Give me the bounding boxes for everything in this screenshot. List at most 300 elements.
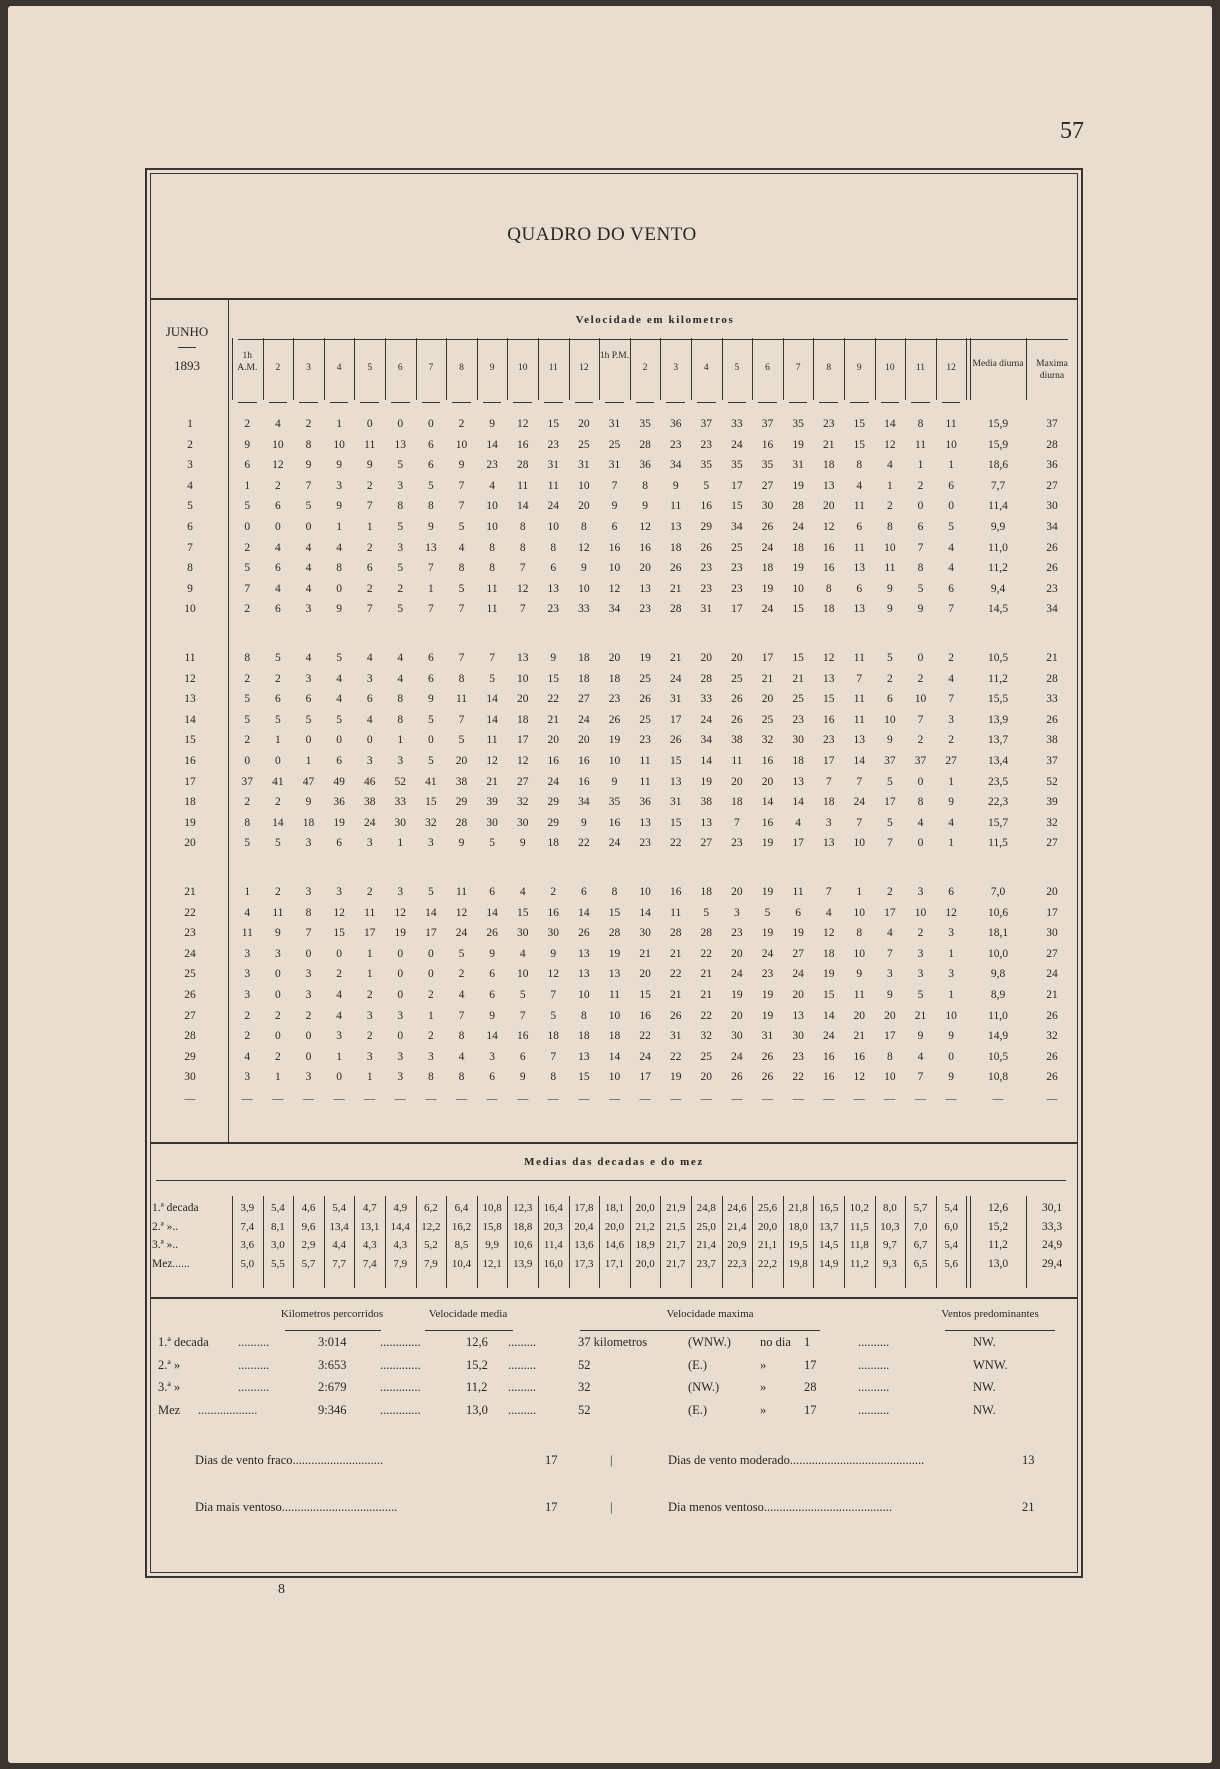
hour-value: 6 xyxy=(366,693,373,706)
hour-value: 2 xyxy=(336,968,342,981)
decade-column-divider xyxy=(446,1196,447,1288)
hour-value: 0 xyxy=(397,989,404,1001)
hour-value: 5 xyxy=(519,989,526,1001)
hour-value: 9 xyxy=(887,603,893,616)
daily-mean: 9,8 xyxy=(990,968,1006,981)
hour-value: 12 xyxy=(884,438,896,451)
hour-value: 4 xyxy=(948,816,954,829)
hour-value: 23 xyxy=(822,418,835,430)
hour-value: 4 xyxy=(948,541,954,554)
day-number: 23 xyxy=(184,927,196,940)
hour-column-header: 4 xyxy=(703,363,709,373)
hour-value: 10 xyxy=(853,906,866,919)
hour-value: 7 xyxy=(887,947,893,960)
hour-value: 10 xyxy=(608,562,621,575)
hour-value: 15 xyxy=(639,989,651,1001)
hour-value: 19 xyxy=(761,886,774,898)
hour-value: 6 xyxy=(519,1050,526,1063)
hour-value: 9 xyxy=(642,500,648,513)
decade-value: 4,6 xyxy=(301,1202,316,1214)
hour-value: 6 xyxy=(428,438,434,451)
hour-value: 12 xyxy=(272,459,284,472)
header-column-divider xyxy=(722,338,723,400)
hour-value: 1 xyxy=(428,1009,434,1022)
decade-value: 5,5 xyxy=(271,1257,285,1270)
hour-value: 14 xyxy=(822,1009,835,1022)
summary-leader: ......... xyxy=(508,1357,537,1372)
daily-mean: 22,3 xyxy=(987,796,1009,809)
hour-value: 8 xyxy=(428,500,434,513)
decade-value: 6,2 xyxy=(424,1202,438,1214)
hour-value: 0 xyxy=(917,837,924,850)
hour-value: 6 xyxy=(336,837,342,850)
header-underline xyxy=(758,402,777,403)
hour-value: 15 xyxy=(822,693,835,706)
hour-value: 46 xyxy=(363,775,376,788)
hour-value: 0 xyxy=(305,947,312,960)
hour-value: 22 xyxy=(792,1071,804,1084)
decade-value: 21,5 xyxy=(666,1220,686,1233)
header-column-divider xyxy=(538,338,539,400)
hour-value: 7 xyxy=(917,713,924,726)
hour-value: 18 xyxy=(822,796,835,809)
decade-value: 7,7 xyxy=(332,1257,346,1270)
hour-value: 2 xyxy=(244,796,251,809)
hour-value: 7 xyxy=(917,541,924,554)
hour-value: 6 xyxy=(581,886,587,898)
hour-value: 16 xyxy=(822,1071,835,1084)
hour-value: 23 xyxy=(639,837,651,850)
hour-value: 18 xyxy=(731,796,743,809)
hour-value: 17 xyxy=(884,1030,896,1043)
hour-value: 9 xyxy=(336,459,342,472)
decade-mean: 11,2 xyxy=(988,1239,1008,1251)
hour-value: 18 xyxy=(302,816,315,829)
hour-value: 3 xyxy=(397,1071,404,1084)
decade-value: 3,9 xyxy=(240,1202,255,1214)
day-number: 4 xyxy=(187,479,193,492)
hour-value: 8 xyxy=(825,582,832,595)
hour-value: 24 xyxy=(363,816,376,829)
header-underline xyxy=(422,402,441,403)
decade-column-divider xyxy=(905,1196,906,1288)
hour-value: 5 xyxy=(887,652,893,664)
decade-column-divider xyxy=(660,1196,661,1288)
hour-value: 7 xyxy=(734,816,740,829)
hour-value: 5 xyxy=(244,500,251,513)
hour-value: 2 xyxy=(244,541,251,554)
hour-value: 11 xyxy=(884,562,896,575)
decade-value: 5,4 xyxy=(944,1202,958,1214)
hour-value: 7 xyxy=(519,562,526,575)
stat-moderado-value: 13 xyxy=(1022,1453,1035,1467)
hour-value: 2 xyxy=(275,796,281,809)
hour-value: 21 xyxy=(669,582,682,595)
decade-value: 4,3 xyxy=(362,1239,377,1251)
hour-value: 18 xyxy=(578,672,590,685)
decade-value: 9,3 xyxy=(883,1257,897,1270)
hour-value: 6 xyxy=(489,968,495,981)
decade-column-divider xyxy=(477,1196,478,1288)
summary-max: 52 xyxy=(578,1357,591,1372)
decade-label: 1.ª decada xyxy=(152,1202,199,1214)
hour-value: 5 xyxy=(458,521,465,533)
hour-value: 30 xyxy=(761,500,774,513)
decade-column-divider xyxy=(293,1196,294,1288)
hour-value: 14 xyxy=(853,755,866,767)
hour-value: 2 xyxy=(366,541,373,554)
hour-value: 38 xyxy=(455,775,468,788)
hour-value: 31 xyxy=(669,1030,682,1043)
hour-value: 3 xyxy=(734,906,740,919)
header-column-divider xyxy=(324,338,325,400)
hour-value: 38 xyxy=(731,734,743,747)
hour-value: 25 xyxy=(639,672,651,685)
hour-value: 10 xyxy=(547,521,560,533)
hour-value: 24 xyxy=(731,1050,743,1063)
decade-value: 6,5 xyxy=(913,1257,928,1270)
hour-column-header: 3 xyxy=(306,363,311,373)
hour-value: 16 xyxy=(853,1050,866,1063)
hour-value: 5 xyxy=(887,816,893,829)
hour-value: 8 xyxy=(489,541,495,554)
hour-column-header: 8 xyxy=(459,363,464,373)
hour-value: 14 xyxy=(425,906,437,919)
hour-value: 18 xyxy=(547,837,560,850)
hour-value: 5 xyxy=(336,652,342,664)
hour-value: 21 xyxy=(547,713,560,726)
hour-value: 5 xyxy=(244,837,251,850)
stat-mais-value: 17 xyxy=(545,1500,558,1514)
hour-value: 3 xyxy=(948,968,954,981)
hour-value: 20 xyxy=(731,1009,743,1022)
daily-mean: 13,7 xyxy=(987,734,1009,747)
hour-value: 18 xyxy=(608,672,621,685)
hour-value: 9 xyxy=(611,500,618,513)
decade-value: 20,4 xyxy=(574,1220,594,1233)
hour-value: 22 xyxy=(639,1030,651,1043)
summary-row xyxy=(158,1358,1058,1376)
hour-value: 1 xyxy=(275,1071,281,1084)
hour-value: 8 xyxy=(887,1050,893,1063)
hour-value: 20 xyxy=(639,968,651,981)
hour-value: 38 xyxy=(363,796,376,809)
header-column-divider xyxy=(844,338,845,400)
mean-column-header: Media diurna xyxy=(972,359,1024,369)
daily-max: 37 xyxy=(1046,418,1058,430)
header-column-divider xyxy=(507,338,508,400)
summary-max: 32 xyxy=(578,1380,591,1394)
daily-mean: 7,0 xyxy=(990,886,1006,898)
closing-dash: — xyxy=(241,1093,253,1106)
hour-value: 20 xyxy=(455,755,468,767)
day-number: 21 xyxy=(184,886,196,898)
header-column-divider xyxy=(660,338,661,400)
hour-value: 1 xyxy=(366,1071,373,1084)
hour-value: 19 xyxy=(761,989,774,1001)
hour-value: 26 xyxy=(761,1050,774,1063)
hour-value: 2 xyxy=(305,418,312,430)
hour-value: 19 xyxy=(792,438,804,451)
hour-value: 31 xyxy=(700,603,713,616)
hour-column-header: 11 xyxy=(915,363,926,373)
hour-value: 23 xyxy=(792,1050,804,1063)
hour-value: 7 xyxy=(428,603,434,616)
hour-value: 26 xyxy=(578,927,590,940)
decade-value: 5,6 xyxy=(944,1257,958,1270)
hour-value: 15 xyxy=(853,418,866,430)
header-underline xyxy=(636,402,655,403)
hour-value: 31 xyxy=(608,418,621,430)
hour-value: 52 xyxy=(394,775,407,788)
decade-value: 18,8 xyxy=(513,1220,533,1233)
summary-km: 3:014 xyxy=(318,1335,347,1349)
hour-value: 11 xyxy=(792,886,804,898)
hour-value: 4 xyxy=(887,459,893,472)
hour-value: 16 xyxy=(578,755,590,767)
hour-value: 9 xyxy=(458,459,465,472)
daily-mean: 10,0 xyxy=(987,947,1009,960)
hour-value: 23 xyxy=(486,459,498,472)
header-underline xyxy=(881,402,900,403)
velocity-heading-underline xyxy=(238,339,1068,340)
hour-value: 4 xyxy=(519,947,526,960)
header-column-divider xyxy=(354,338,355,400)
hour-value: 49 xyxy=(333,775,345,788)
hour-value: 25 xyxy=(608,438,621,451)
hour-value: 7 xyxy=(458,500,465,513)
hour-value: 27 xyxy=(945,755,957,767)
hour-value: 10 xyxy=(884,713,896,726)
hour-value: 22 xyxy=(700,947,713,960)
hour-value: 26 xyxy=(486,927,498,940)
hour-value: 3 xyxy=(336,1030,342,1043)
hour-value: 5 xyxy=(428,479,434,492)
signature-mark: 8 xyxy=(278,1582,285,1597)
summary-head-winds: Ventos predominantes xyxy=(941,1308,1039,1320)
decade-column-divider xyxy=(722,1196,723,1288)
decade-value: 24,6 xyxy=(727,1202,747,1214)
hour-value: 10 xyxy=(608,1009,621,1022)
header-underline xyxy=(819,402,838,403)
hour-value: 21 xyxy=(914,1009,927,1022)
hour-value: 9 xyxy=(887,989,893,1001)
hour-value: 1 xyxy=(336,418,342,430)
hour-value: 4 xyxy=(305,582,312,595)
daily-max: 34 xyxy=(1046,521,1058,533)
decade-value: 16,0 xyxy=(543,1257,563,1270)
hour-value: 1 xyxy=(397,837,404,850)
hour-value: 8 xyxy=(856,927,863,940)
summary-direction: (E.) xyxy=(688,1402,708,1417)
hour-value: 5 xyxy=(244,693,251,706)
hour-value: 5 xyxy=(703,479,710,492)
hour-value: 26 xyxy=(608,713,621,726)
header-column-divider xyxy=(263,338,264,400)
hour-value: 14 xyxy=(639,906,651,919)
daily-mean: 13,9 xyxy=(987,713,1009,726)
decade-value: 5,2 xyxy=(424,1239,438,1251)
hour-value: 24 xyxy=(547,500,560,513)
daily-max: 26 xyxy=(1046,1050,1058,1063)
summary-label: 2.ª » xyxy=(158,1357,181,1372)
hour-value: 11 xyxy=(455,693,468,706)
hour-value: 21 xyxy=(669,947,682,960)
hour-value: 6 xyxy=(244,459,251,472)
month-label: JUNHO xyxy=(165,324,209,339)
hour-value: 24 xyxy=(639,1050,651,1063)
hour-value: 2 xyxy=(887,500,893,513)
closing-dash: — xyxy=(639,1093,651,1106)
hour-value: 3 xyxy=(948,927,954,940)
stat-mais-label: Dia mais ventoso xyxy=(195,1500,282,1514)
summary-vel: 13,0 xyxy=(466,1402,488,1417)
hour-value: 3 xyxy=(948,713,954,726)
hour-value: 11 xyxy=(547,479,559,492)
hour-value: 23 xyxy=(731,582,743,595)
hour-value: 2 xyxy=(948,734,954,747)
hour-value: 35 xyxy=(639,418,651,430)
hour-value: 6 xyxy=(917,521,924,533)
day-number: 12 xyxy=(184,672,196,685)
hour-value: 16 xyxy=(578,775,590,788)
day-number: 24 xyxy=(184,947,196,960)
hour-value: 8 xyxy=(550,541,557,554)
hour-value: 28 xyxy=(516,459,529,472)
hour-value: 17 xyxy=(792,837,804,850)
decade-value: 4,7 xyxy=(362,1202,377,1214)
hour-value: 16 xyxy=(639,1009,651,1022)
header-underline xyxy=(605,402,624,403)
hour-value: 24 xyxy=(608,837,621,850)
hour-value: 24 xyxy=(792,968,804,981)
hour-value: 5 xyxy=(397,562,404,575)
hour-value: 3 xyxy=(305,672,312,685)
hour-value: 12 xyxy=(822,521,835,533)
hour-value: 9 xyxy=(489,947,495,960)
daily-max: 26 xyxy=(1046,713,1058,726)
daily-mean: 10,6 xyxy=(987,906,1009,919)
summary-leader: .......... xyxy=(858,1402,890,1417)
hour-value: 13 xyxy=(700,816,713,829)
hour-value: 1 xyxy=(366,947,373,960)
hour-value: 2 xyxy=(244,1009,251,1022)
hour-value: 9 xyxy=(519,837,526,850)
hour-value: 28 xyxy=(669,603,682,616)
hour-value: 32 xyxy=(761,734,774,747)
hour-column-header: 6 xyxy=(397,363,403,373)
hour-value: 7 xyxy=(519,603,526,616)
hour-value: 5 xyxy=(275,652,281,664)
hour-value: 23 xyxy=(822,734,835,747)
header-column-divider xyxy=(936,338,937,400)
hour-value: 14 xyxy=(516,500,529,513)
hour-value: 1 xyxy=(948,837,954,850)
stat-fraco xyxy=(195,1453,383,1468)
hour-value: 29 xyxy=(455,796,468,809)
closing-dash: — xyxy=(455,1093,467,1106)
header-column-divider xyxy=(293,338,294,400)
hour-value: 11 xyxy=(670,500,682,513)
hour-value: 10 xyxy=(884,541,896,554)
summary-leader: ................... xyxy=(198,1402,258,1417)
hour-value: 11 xyxy=(853,713,865,726)
summary-leader: .......... xyxy=(858,1380,890,1394)
hour-value: 0 xyxy=(428,947,434,960)
hour-value: 15 xyxy=(731,500,743,513)
hour-value: 10 xyxy=(578,479,590,492)
closing-dash: — xyxy=(333,1093,345,1106)
header-column-divider xyxy=(691,338,692,400)
decade-column-divider xyxy=(385,1196,386,1288)
hour-value: 3 xyxy=(366,755,373,767)
decade-value: 14,9 xyxy=(819,1257,839,1270)
hour-value: 7 xyxy=(917,1071,924,1084)
hour-value: 6 xyxy=(948,886,954,898)
hour-value: 20 xyxy=(822,500,835,513)
decade-value: 21,2 xyxy=(635,1220,655,1233)
hour-value: 1 xyxy=(366,521,373,533)
header-column-divider xyxy=(569,338,570,400)
summary-km: 9:346 xyxy=(318,1402,347,1417)
decade-value: 10,8 xyxy=(482,1202,502,1214)
hour-value: 4 xyxy=(458,989,465,1001)
daily-max: 27 xyxy=(1046,947,1058,960)
hour-value: 22 xyxy=(669,1050,682,1063)
hour-value: 6 xyxy=(795,906,801,919)
decade-value: 25,6 xyxy=(757,1202,778,1214)
hour-value: 15 xyxy=(792,603,804,616)
hour-value: 20 xyxy=(700,1071,713,1084)
decade-value: 10,6 xyxy=(513,1239,533,1251)
hour-value: 11 xyxy=(945,418,957,430)
hour-value: 2 xyxy=(428,1030,434,1043)
decade-value: 20,3 xyxy=(543,1220,563,1233)
decade-column-divider xyxy=(507,1196,508,1288)
day-number: 20 xyxy=(184,837,196,850)
decade-value: 21,1 xyxy=(757,1239,778,1251)
hour-value: 7 xyxy=(305,927,312,940)
hour-value: 12 xyxy=(333,906,345,919)
hour-value: 10 xyxy=(914,906,927,919)
hour-value: 22 xyxy=(578,837,590,850)
hour-value: 17 xyxy=(516,734,529,747)
hour-value: 8 xyxy=(397,693,404,706)
hour-value: 1 xyxy=(856,886,863,898)
header-column-divider xyxy=(232,338,233,400)
summary-label: Mez xyxy=(158,1402,181,1417)
decade-column-divider xyxy=(844,1196,845,1288)
hour-value: 18 xyxy=(792,755,804,767)
stat-leader: ......................................... xyxy=(763,1500,892,1514)
summary-leader: ............. xyxy=(380,1380,421,1394)
closing-dash: — xyxy=(394,1093,406,1106)
hour-value: 14 xyxy=(486,438,498,451)
decade-column-divider xyxy=(970,1196,971,1288)
summary-divider xyxy=(150,1297,1078,1299)
hour-value: 13 xyxy=(822,479,835,492)
hour-value: 3 xyxy=(305,1071,312,1084)
summary-wind: NW. xyxy=(973,1380,996,1394)
hour-value: 11 xyxy=(364,906,376,919)
hour-value: 23 xyxy=(639,734,651,747)
hour-value: 9 xyxy=(489,1009,495,1022)
hour-value: 15 xyxy=(578,1071,590,1084)
hour-value: 6 xyxy=(856,521,863,533)
day-number: 25 xyxy=(184,968,196,981)
hour-value: 2 xyxy=(366,989,373,1001)
hour-value: 18 xyxy=(822,603,835,616)
